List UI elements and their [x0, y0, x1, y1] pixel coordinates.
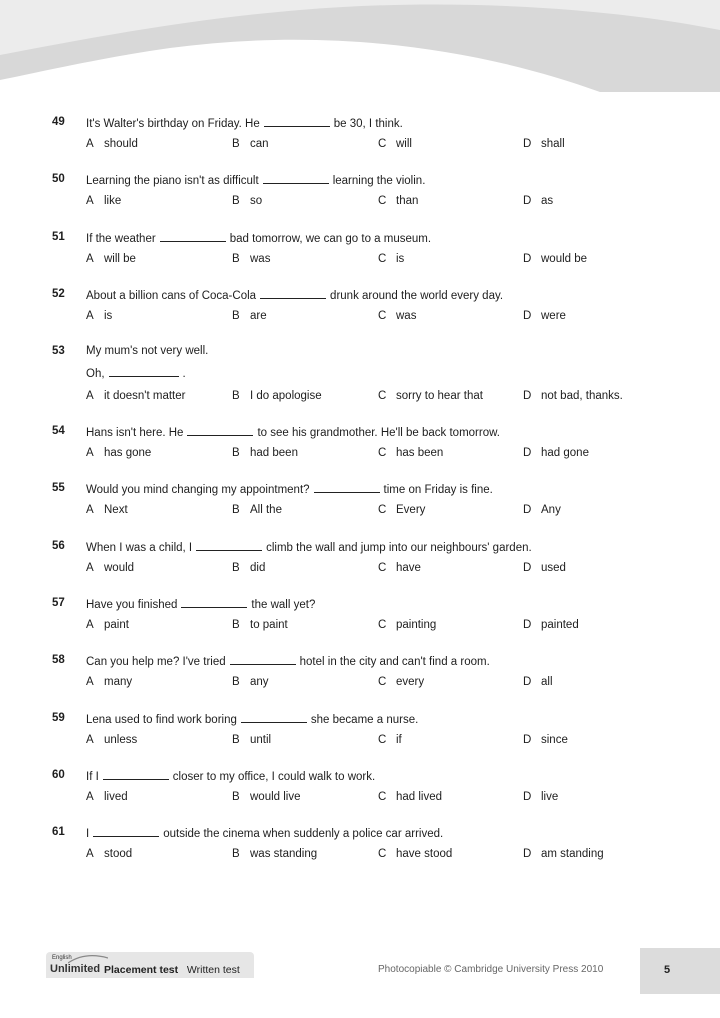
question-52 [0, 288, 720, 345]
option-b: B would live [232, 790, 301, 803]
answer-blank [314, 482, 380, 493]
question-number: 49 [52, 116, 65, 128]
option-a: A Next [86, 504, 128, 517]
answer-blank [93, 826, 159, 837]
question-stem: I outside the cinema when suddenly a police car arrived. [86, 828, 444, 841]
option-c: C was [378, 309, 417, 322]
question-54 [0, 425, 720, 482]
question-49 [0, 116, 720, 173]
question-stem: If the weather bad tomorrow, we can go to a museum. [86, 232, 432, 245]
question-57 [0, 597, 720, 654]
question-stem: Can you help me? I've tried hotel in the city and can't find a room. [86, 656, 490, 669]
answer-blank [196, 540, 262, 551]
option-c: C if [378, 733, 402, 746]
option-a: A stood [86, 848, 133, 861]
option-d: D as [523, 195, 554, 208]
option-c: C is [378, 252, 405, 265]
option-b: B was [232, 252, 271, 265]
header-swoosh-decoration [0, 0, 720, 92]
question-stem: Learning the piano isn't as difficult learning the violin. [86, 175, 426, 188]
option-b: B can [232, 138, 269, 150]
question-stem: Would you mind changing my appointment? time on Friday is fine. [86, 484, 493, 497]
question-58 [0, 654, 720, 711]
answer-options [86, 848, 706, 864]
question-number: 57 [52, 597, 65, 610]
question-stem: My mum's not very well. [86, 345, 209, 358]
answer-options [86, 734, 706, 750]
option-c: C has been [378, 447, 444, 460]
question-number: 52 [52, 287, 65, 300]
option-d: D all [523, 676, 553, 689]
answer-blank [103, 769, 169, 780]
question-stem: About a billion cans of Coca-Cola drunk around the world every day. [86, 289, 504, 302]
option-a: A should [86, 138, 138, 150]
question-response-line: Oh, . [86, 368, 186, 381]
question-59 [0, 712, 720, 769]
option-c: C will [378, 138, 412, 150]
option-c: C have [378, 561, 421, 574]
page-number: 5 [664, 964, 671, 976]
option-a: A unless [86, 733, 138, 746]
question-61 [0, 826, 720, 883]
test-title: Placement test Written test [104, 964, 240, 976]
option-d: D used [523, 561, 566, 574]
option-a: A like [86, 195, 122, 208]
footer-brand [46, 952, 254, 978]
answer-options [86, 195, 706, 211]
question-55 [0, 482, 720, 539]
answer-options [86, 310, 706, 326]
question-list [0, 116, 720, 884]
option-d: D had gone [523, 447, 589, 460]
question-60 [0, 769, 720, 826]
option-a: A it doesn't matter [86, 390, 186, 403]
page-number-tab [640, 948, 720, 994]
answer-blank [241, 712, 307, 723]
option-b: B All the [232, 504, 282, 517]
option-d: D painted [523, 619, 579, 632]
question-stem: When I was a child, I climb the wall and jump into our neighbours' garden. [86, 541, 532, 554]
copyright-notice: Photocopiable © Cambridge University Press 2010 [378, 964, 604, 975]
answer-blank [109, 366, 179, 377]
option-b: B to paint [232, 619, 288, 632]
option-d: D since [523, 733, 568, 746]
answer-options [86, 138, 706, 154]
question-53 [0, 345, 720, 425]
brand-small-text: English [52, 955, 72, 961]
option-c: C had lived [378, 790, 443, 803]
option-d: D would be [523, 252, 588, 265]
question-number: 56 [52, 539, 65, 552]
question-number: 58 [52, 654, 65, 667]
option-a: A would [86, 561, 135, 574]
option-c: C Every [378, 504, 426, 517]
question-number: 51 [52, 230, 65, 243]
option-c: C every [378, 676, 425, 689]
option-b: B I do apologise [232, 390, 322, 403]
option-d: D shall [523, 138, 565, 150]
answer-options [86, 504, 706, 520]
option-b: B are [232, 309, 267, 322]
question-50 [0, 173, 720, 230]
question-stem: If I closer to my office, I could walk to work. [86, 770, 376, 783]
answer-blank [181, 597, 247, 608]
option-a: A is [86, 309, 113, 322]
question-stem: Hans isn't here. He to see his grandmother. He'll be back tomorrow. [86, 427, 500, 440]
option-a: A has gone [86, 447, 152, 460]
answer-blank [264, 116, 330, 127]
option-a: A paint [86, 619, 129, 632]
option-d: D not bad, thanks. [523, 390, 623, 403]
question-number: 59 [52, 711, 65, 724]
question-stem: It's Walter's birthday on Friday. He be 30, I think. [86, 118, 403, 130]
option-c: C have stood [378, 848, 453, 861]
answer-blank [260, 288, 326, 299]
question-stem: Have you finished the wall yet? [86, 599, 316, 612]
brand-name: Unlimited [50, 963, 101, 975]
answer-options [86, 619, 706, 635]
question-number: 54 [52, 425, 65, 438]
option-b: B any [232, 676, 269, 689]
option-d: D live [523, 790, 559, 803]
answer-options [86, 676, 706, 692]
option-b: B had been [232, 447, 298, 460]
option-a: A many [86, 676, 133, 689]
question-number: 61 [52, 826, 65, 839]
answer-options [86, 791, 706, 807]
option-b: B did [232, 561, 266, 574]
option-d: D am standing [523, 848, 604, 861]
question-51 [0, 231, 720, 288]
answer-options [86, 390, 706, 406]
answer-blank [230, 654, 296, 665]
option-d: D Any [523, 504, 561, 517]
option-c: C than [378, 195, 419, 208]
question-number: 53 [52, 345, 65, 358]
question-number: 50 [52, 173, 65, 186]
answer-options [86, 253, 706, 269]
option-d: D were [523, 309, 566, 322]
question-number: 60 [52, 768, 65, 781]
answer-blank [187, 425, 253, 436]
option-a: A lived [86, 790, 128, 803]
option-c: C sorry to hear that [378, 390, 483, 403]
option-c: C painting [378, 619, 437, 632]
option-a: A will be [86, 252, 136, 265]
question-56 [0, 540, 720, 597]
answer-blank [160, 231, 226, 242]
answer-options [86, 562, 706, 578]
answer-blank [263, 173, 329, 184]
option-b: B so [232, 195, 263, 208]
answer-options [86, 447, 706, 463]
question-stem: Lena used to find work boring she became a nurse. [86, 713, 419, 726]
option-b: B was standing [232, 848, 318, 861]
question-number: 55 [52, 482, 65, 495]
option-b: B until [232, 733, 272, 746]
